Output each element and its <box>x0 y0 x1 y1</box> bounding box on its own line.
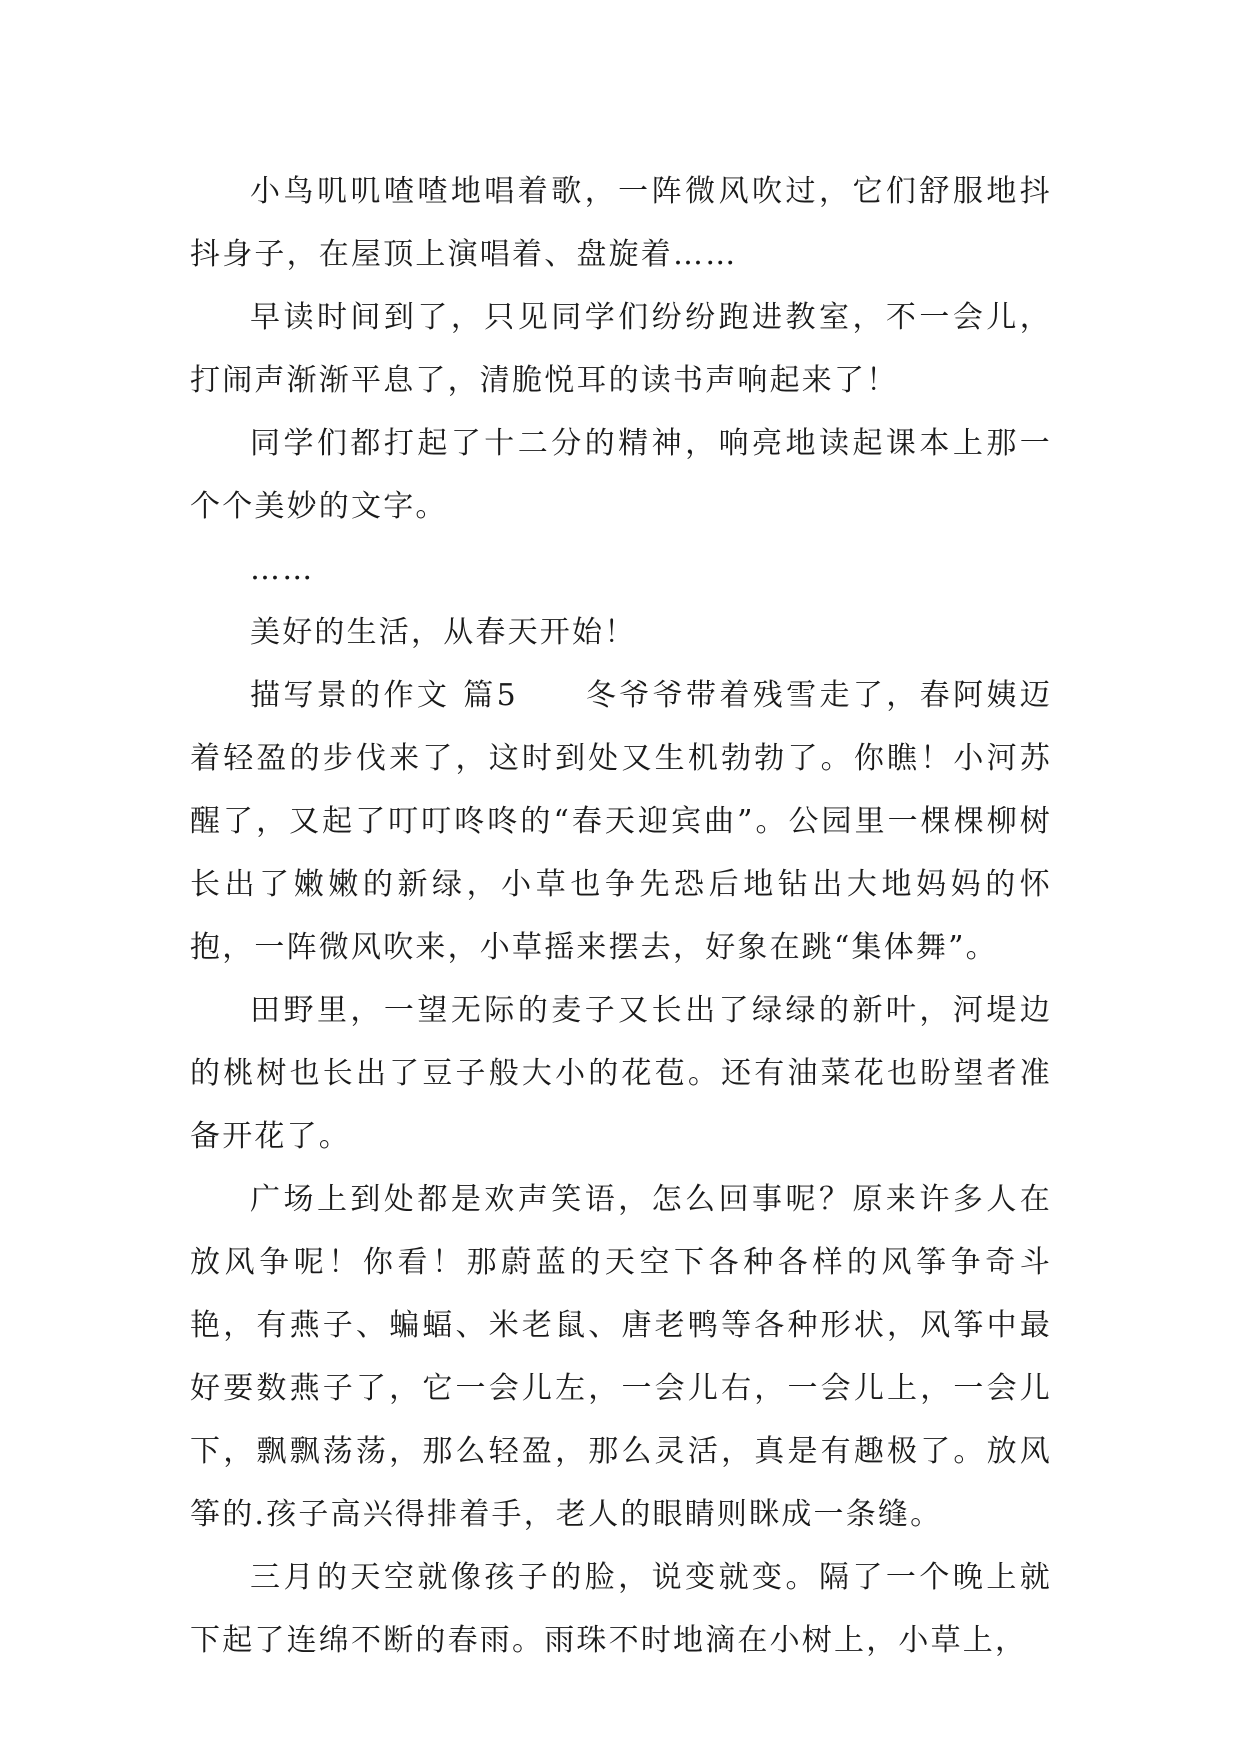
paragraph: 广场上到处都是欢声笑语，怎么回事呢？原来许多人在放风争呢！你看！那蔚蓝的天空下各种各样的风筝争奇斗艳，有燕子、蝙蝠、米老鼠、唐老鸭等各种形状，风筝中最好要数燕子了，它一会儿左，一会儿右，一会儿上，一会儿下，飘飘荡荡，那么轻盈，那么灵活，真是有趣极了。放风筝的.孩子高兴得排着手，老人的眼睛则眯成一条缝。 <box>190 1182 1052 1532</box>
paragraph: …… <box>250 552 315 587</box>
paragraph: 美好的生活，从春天开始！ <box>250 615 637 650</box>
paragraph: 描写景的作文 篇5 冬爷爷带着残雪走了，春阿姨迈着轻盈的步伐来了，这时到处又生机勃勃了。你瞧！小河苏醒了，又起了叮叮咚咚的“春天迎宾曲”。公园里一棵棵柳树长出了嫩嫩的新绿，小草也争先恐后地钻出大地妈妈的怀抱，一阵微风吹来，小草摇来摆去，好象在跳“集体舞”。 <box>190 678 1052 965</box>
document-body <box>190 160 1052 1672</box>
paragraph: 早读时间到了，只见同学们纷纷跑进教室，不一会儿，打闹声渐渐平息了，清脆悦耳的读书声响起来了！ <box>190 300 1052 398</box>
paragraph: 同学们都打起了十二分的精神，响亮地读起课本上那一个个美妙的文字。 <box>190 426 1052 524</box>
paragraph: 小鸟叽叽喳喳地唱着歌，一阵微风吹过，它们舒服地抖抖身子，在屋顶上演唱着、盘旋着…… <box>190 174 1052 272</box>
paragraph: 田野里，一望无际的麦子又长出了绿绿的新叶，河堤边的桃树也长出了豆子般大小的花苞。还有油菜花也盼望者准备开花了。 <box>190 993 1052 1154</box>
paragraph: 三月的天空就像孩子的脸，说变就变。隔了一个晚上就下起了连绵不断的春雨。雨珠不时地滴在小树上，小草上， <box>190 1560 1052 1658</box>
